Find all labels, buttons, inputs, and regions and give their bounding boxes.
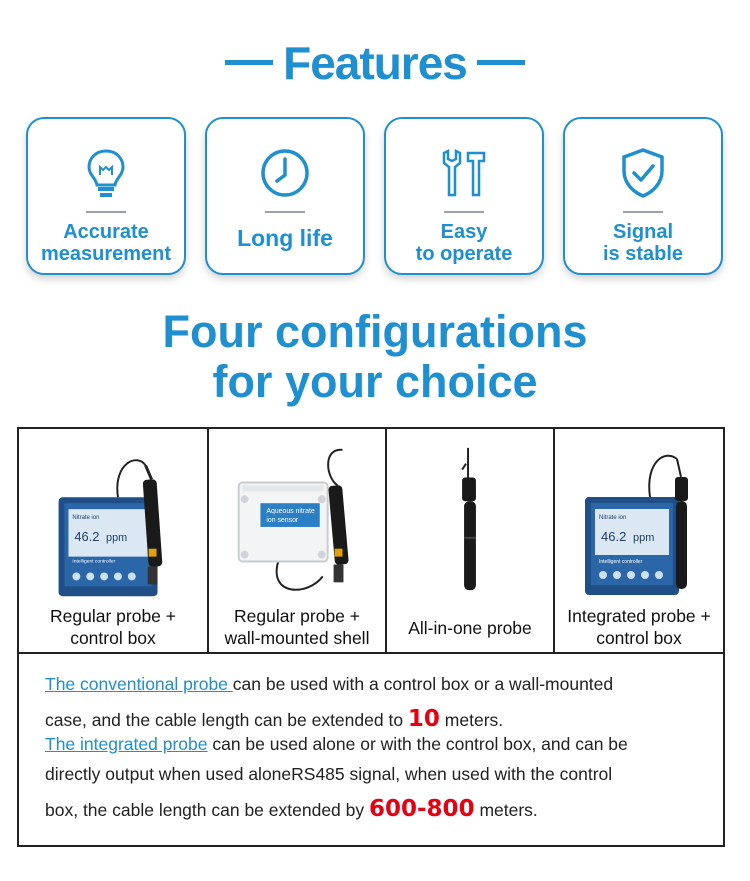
title-dash-left (225, 60, 273, 65)
shell-label-line1: Aqueous nitrate (266, 508, 315, 516)
device-name: Intelligent controller (599, 559, 643, 565)
config-cell-integrated-control-box (555, 429, 723, 652)
conventional-probe-link[interactable]: The conventional probe (45, 674, 233, 694)
config-caption: All-in-one probe (408, 618, 532, 638)
feature-label: Accurate measurement (40, 221, 172, 265)
feature-card-signal (563, 117, 723, 275)
device-name: Intelligent controller (72, 559, 116, 565)
integrated-probe-link[interactable]: The integrated probe (45, 734, 208, 754)
config-cell-all-in-one (387, 429, 555, 652)
shield-check-icon (615, 145, 671, 201)
config-caption: Regular probe + wall-mounted shell (224, 606, 370, 648)
feature-label: Long life (237, 225, 333, 251)
features-title: Features (0, 36, 750, 90)
configurations-title: Four configurations for your choice (162, 306, 588, 407)
card-divider (86, 211, 126, 213)
controller-with-probe-image (19, 437, 207, 607)
wall-shell-with-probe-image (209, 437, 385, 607)
configuration-grid (17, 427, 725, 654)
extended-length-value: 600-800 (369, 796, 475, 822)
screen-unit: ppm (633, 532, 655, 544)
description-line: case, and the cable length can be extended to 10 meters. (45, 706, 504, 732)
description-line: The conventional probe can be used with a control box or a wall-mounted (45, 674, 614, 694)
cable-length-value: 10 (407, 706, 440, 732)
feature-card-easy (384, 117, 544, 275)
description-line: The integrated probe can be used alone or with the control box, and can be (45, 734, 628, 754)
feature-label: Easy to operate (415, 221, 513, 265)
description-line: box, the cable length can be extended by 600-800 meters. (45, 796, 538, 822)
config-cell-probe-control-box (19, 429, 209, 652)
card-divider (265, 211, 305, 213)
shell-label-line2: ion sensor (266, 517, 299, 524)
feature-card-long-life (205, 117, 365, 275)
lightbulb-icon (78, 145, 134, 201)
tools-icon (436, 145, 492, 201)
controller-with-integrated-probe-image (555, 437, 723, 607)
clock-icon (257, 145, 313, 201)
feature-card-accurate (26, 117, 186, 275)
feature-label: Signal is stable (602, 221, 684, 265)
all-in-one-probe-image (387, 437, 553, 607)
description-box (17, 654, 725, 847)
screen-label: Nitrate ion (599, 515, 627, 521)
config-cell-probe-wall-shell (209, 429, 387, 652)
config-caption: Regular probe + control box (50, 606, 176, 648)
description-line: directly output when used aloneRS485 signal, when used with the control (45, 764, 613, 784)
screen-label: Nitrate ion (72, 515, 100, 522)
config-caption: Integrated probe + control box (567, 606, 711, 648)
title-dash-right (477, 60, 525, 65)
screen-reading: 46.2 (74, 528, 100, 544)
card-divider (623, 211, 663, 213)
card-divider (444, 211, 484, 213)
screen-reading: 46.2 (601, 529, 627, 544)
screen-unit: ppm (106, 531, 128, 544)
